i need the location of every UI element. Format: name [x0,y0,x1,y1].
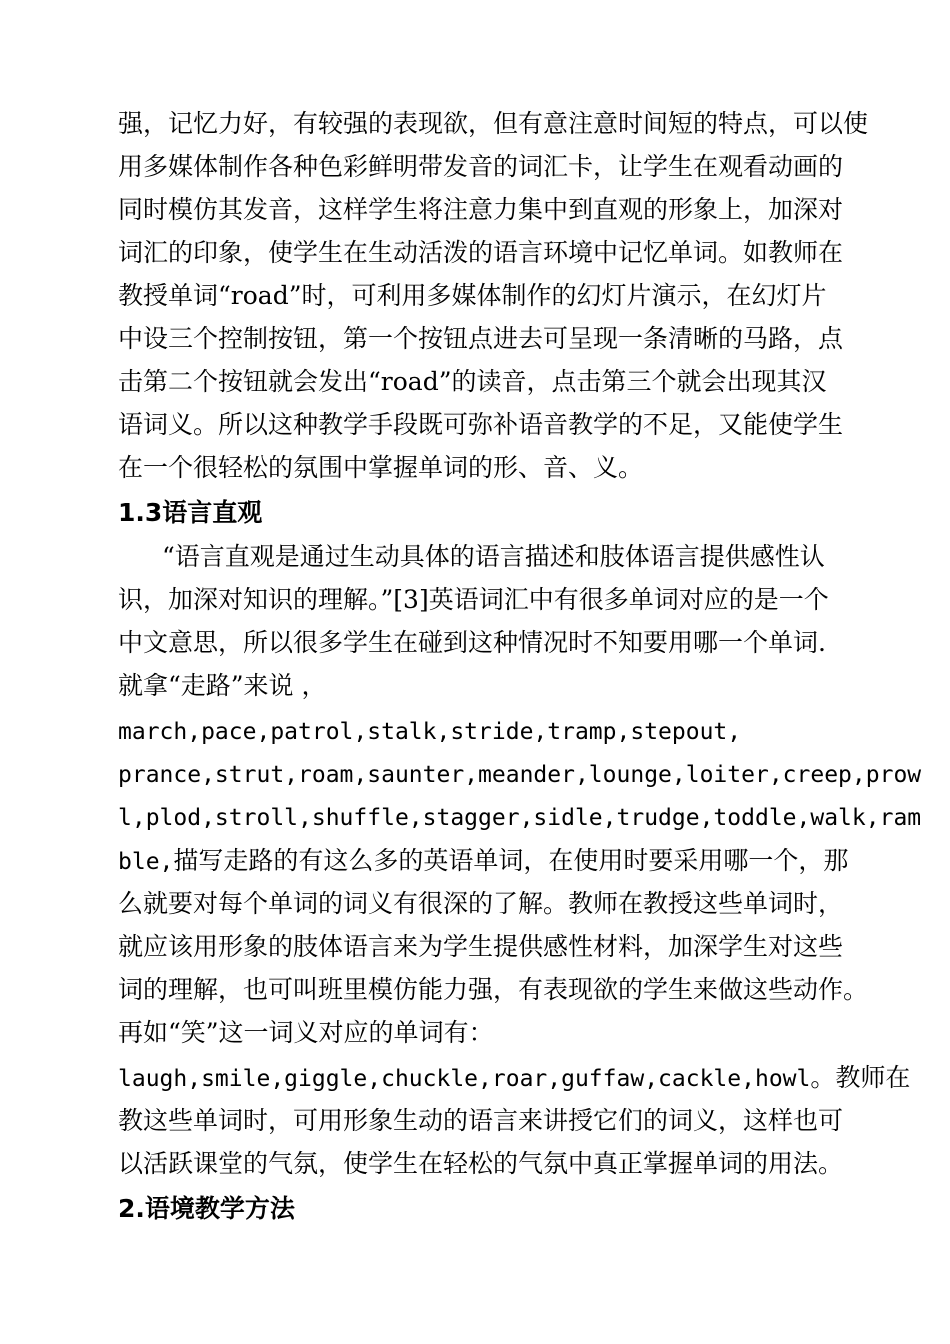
text-line: 词的理解，也可叫班里模仿能力强，有表现欲的学生来做这些动作。 [118,975,869,1004]
text-line: 识，加深对知识的理解。”[3]英语词汇中有很多单词对应的是一个 [118,585,829,614]
text-line: 用多媒体制作各种色彩鲜明带发音的词汇卡，让学生在观看动画的 [118,152,844,181]
mixed-line [118,1062,910,1095]
text-line: 语词义。所以这种教学手段既可弥补语音教学的不足，又能使学生 [118,410,844,439]
text-segment: 描写走路的有这么多的英语单词，在使用时要采用哪一个，那 [173,846,849,875]
text-line: 就拿“走路”来说 ， [118,671,327,700]
text-line: 强，记忆力好，有较强的表现欲，但有意注意时间短的特点，可以使 [118,109,869,138]
text-line: 再如“笑”这一词义对应的单词有： [118,1018,494,1047]
text-line: 中设三个控制按钮，第一个按钮点进去可呈现一条清晰的马路，点 [118,324,844,353]
section-heading: 2.语境教学方法 [118,1194,295,1223]
text-line: 以活跃课堂的气氛，使学生在轻松的气氛中真正掌握单词的用法。 [118,1149,844,1178]
word-list-line: march,pace,patrol,stalk,stride,tramp,stepout, [118,719,742,745]
text-line: 么就要对每个单词的词义有很深的了解。教师在教授这些单词时， [118,889,844,918]
section-heading: 1.3语言直观 [118,498,263,527]
word-list-laugh: laugh,smile,giggle,chuckle,roar,guffaw,cackle,howl [118,1066,811,1092]
mixed-line [118,845,848,878]
word-list-tail: ble, [118,849,174,875]
text-segment: 。教师在 [810,1063,911,1092]
text-line: 在一个很轻松的氛围中掌握单词的形、音、义。 [118,453,644,482]
text-line: 词汇的印象，使学生在生动活泼的语言环境中记忆单词。如教师在 [118,238,844,267]
word-list-line: prance,strut,roam,saunter,meander,lounge,loiter,creep,prow [118,762,922,788]
text-line: 教这些单词时，可用形象生动的语言来讲授它们的词义，这样也可 [118,1106,844,1135]
text-line: 教授单词“road”时，可利用多媒体制作的幻灯片演示，在幻灯片 [118,281,827,310]
text-line: “语言直观是通过生动具体的语言描述和肢体语言提供感性认 [162,542,825,571]
word-list-line: l,plod,stroll,shuffle,stagger,sidle,trudge,toddle,walk,ram [118,805,922,831]
text-line: 同时模仿其发音，这样学生将注意力集中到直观的形象上，加深对 [118,195,844,224]
text-line: 就应该用形象的肢体语言来为学生提供感性材料，加深学生对这些 [118,932,844,961]
text-line: 击第二个按钮就会发出“road”的读音，点击第三个就会出现其汉 [118,367,827,396]
text-line: 中文意思，所以很多学生在碰到这种情况时不知要用哪一个单词. [118,628,826,657]
